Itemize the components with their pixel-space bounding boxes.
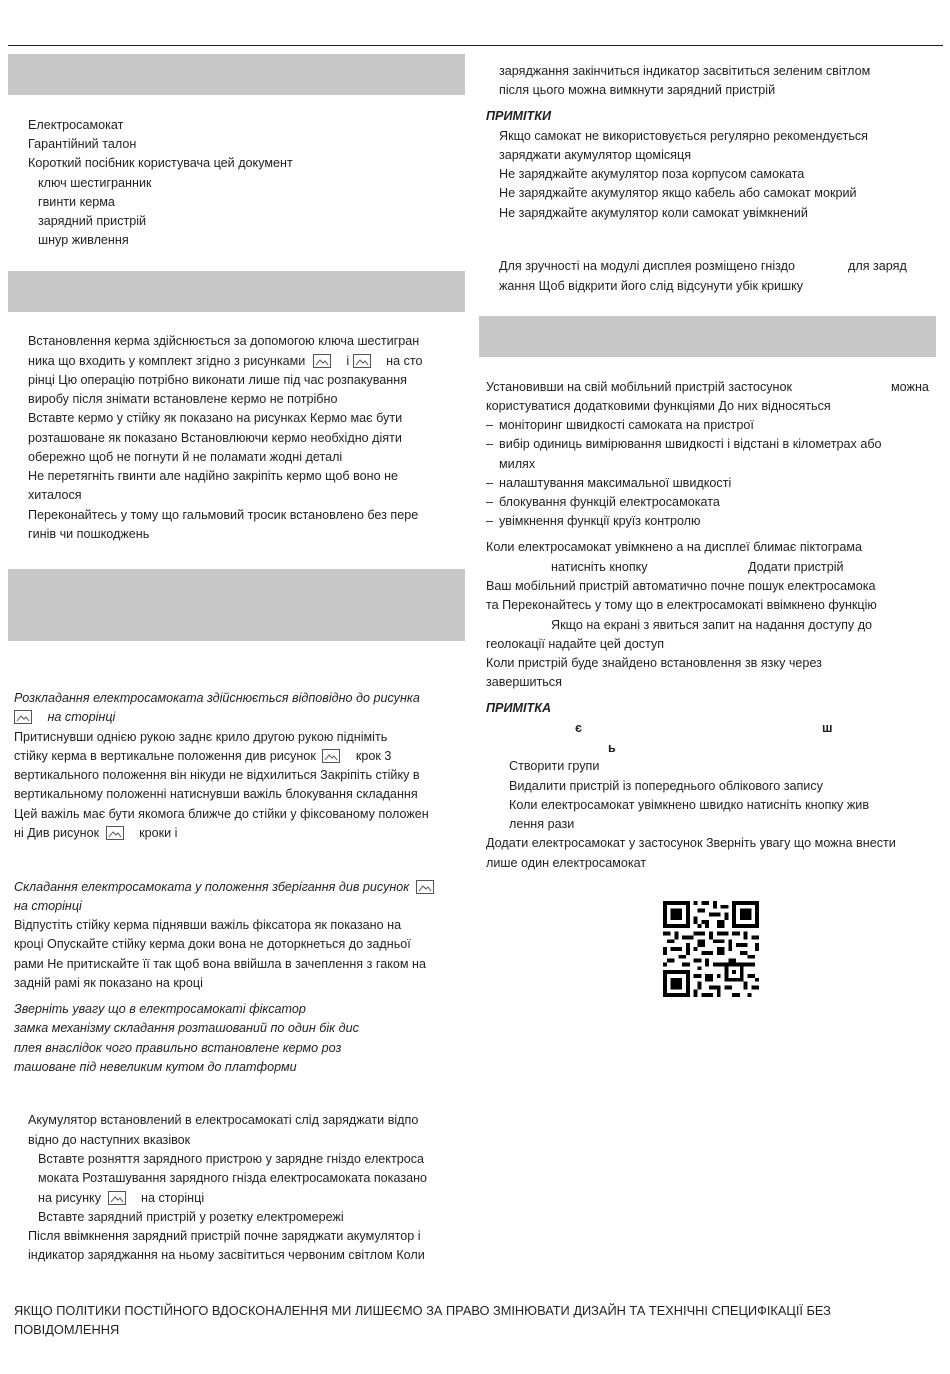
- charging-step: Вставте розняття зарядного пристрою у зарядне гніздо електроса: [38, 1152, 425, 1166]
- bullet-dash: –: [486, 437, 494, 451]
- app-feature-cont: милях: [499, 457, 536, 471]
- charging-text: індикатор заряджання на ньому засвітиться червоним світлом Коли: [28, 1248, 425, 1262]
- image-icon: [14, 710, 32, 724]
- charging-cont: заряджання закінчиться індикатор засвітиться зеленим світлом: [499, 64, 871, 78]
- app-intro: користуватися додатковими функціями До них відносяться: [486, 399, 831, 413]
- section-band-app: [479, 316, 936, 357]
- charging-step: Вставте зарядний пристрій у розетку електромережі: [38, 1210, 344, 1224]
- bullet-dash: –: [486, 476, 494, 490]
- pairing-text: Ваш мобільний пристрій автоматично почне пошук електросамока: [486, 579, 876, 593]
- handlebar-text: виробу після знімати встановлене кермо не потрібно: [28, 392, 338, 406]
- section-band-folding: [8, 569, 465, 641]
- unfold-heading: [14, 709, 115, 725]
- note-step: Видалити пристрій із попереднього облікового запису: [509, 779, 823, 793]
- unfold-text: вертикального положення він нікуди не відхилиться Закріпіть стійку в: [14, 768, 420, 782]
- fold-note: замка механізму складання розташований по один бік дис: [14, 1021, 359, 1035]
- image-icon: [353, 354, 371, 368]
- pairing-text: натисніть кнопку: [551, 560, 648, 574]
- charging-text: Після ввімкнення зарядний пристрій почне заряджати акумулятор і: [28, 1229, 421, 1243]
- usb-text: для заряд: [848, 259, 907, 273]
- unfold-text: Цей важіль має бути якомога ближче до стійки у фіксованому положен: [14, 807, 429, 821]
- contents-item: Електросамокат: [28, 118, 124, 132]
- handlebar-text: рінці Цю операцію потрібно виконати лише під час розпакування: [28, 373, 407, 387]
- fold-text: задній рамі як показано на кроці: [14, 976, 203, 990]
- fold-heading: на сторінці: [14, 899, 82, 913]
- note-item: Якщо самокат не використовується регулярно рекомендується: [499, 129, 869, 143]
- fold-note: плея внаслідок чого правильно встановлене кермо роз: [14, 1041, 342, 1055]
- app-feature: увімкнення функції круїз контролю: [499, 514, 701, 528]
- contents-item: Короткий посібник користувача цей документ: [28, 156, 293, 170]
- section-band-handlebar: [8, 271, 465, 312]
- charging-step: [38, 1190, 204, 1206]
- handlebar-text-b: і: [346, 354, 350, 368]
- pairing-text: та Переконайтесь у тому що в електросамокаті ввімкнено функцію: [486, 598, 877, 612]
- fold-heading-a: Складання електросамоката у положення зберігання див рисунок: [14, 880, 410, 894]
- pairing-text: геолокації надайте цей доступ: [486, 637, 665, 651]
- pairing-text: Додати пристрій: [748, 560, 844, 574]
- note-item: Не заряджайте акумулятор коли самокат увімкнений: [499, 206, 808, 220]
- unfold-text-c: ні Див рисунок: [14, 826, 100, 840]
- fold-heading: [14, 879, 434, 895]
- handlebar-text: гинів чи пошкоджень: [28, 527, 150, 541]
- app-feature: блокування функцій електросамоката: [499, 495, 720, 509]
- charging-step-a: на рисунку: [38, 1191, 101, 1205]
- app-intro: можна: [891, 380, 929, 394]
- bullet-dash: –: [486, 418, 494, 432]
- usb-text: Для зручності на модулі дисплея розміщено гніздо: [499, 259, 796, 273]
- contents-subitem: зарядний пристрій: [38, 214, 147, 228]
- note-item: заряджати акумулятор щомісяця: [499, 148, 692, 162]
- note-title: ПРИМІТКА: [486, 701, 552, 715]
- note-fragment: є: [575, 721, 582, 735]
- image-icon: [108, 1191, 126, 1205]
- note-item: Не заряджайте акумулятор якщо кабель або самокат мокрий: [499, 186, 857, 200]
- handlebar-text: Не перетягніть гвинти але надійно закріпіть кермо щоб воно не: [28, 469, 399, 483]
- contents-subitem: гвинти керма: [38, 195, 115, 209]
- contents-subitem: шнур живлення: [38, 233, 129, 247]
- usb-text: жання Щоб відкрити його слід відсунути убік кришку: [499, 279, 804, 293]
- note-text: Додати електросамокат у застосунок Зверніть увагу що можна внести: [486, 836, 896, 850]
- unfold-text-b: крок 3: [355, 749, 392, 763]
- qr-code: [663, 901, 759, 997]
- pairing-text: завершиться: [486, 675, 562, 689]
- image-icon: [106, 826, 124, 840]
- handlebar-text: Встановлення керма здійснюється за допомогою ключа шестигран: [28, 334, 420, 348]
- unfold-text: Притиснувши однією рукою заднє крило другою рукою підніміть: [14, 730, 388, 744]
- unfold-text: вертикальному положенні натиснувши важіль блокування складання: [14, 787, 418, 801]
- image-icon: [416, 880, 434, 894]
- unfold-text-d: кроки і: [139, 826, 178, 840]
- app-feature: налаштування максимальної швидкості: [499, 476, 732, 490]
- charging-cont: після цього можна вимкнути зарядний пристрій: [499, 83, 776, 97]
- bullet-dash: –: [486, 495, 494, 509]
- fold-text: Відпустіть стійку керма піднявши важіль фіксатора як показано на: [14, 918, 402, 932]
- fold-text: кроці Опускайте стійку керма доки вона не доторкнеться до задньої: [14, 937, 411, 951]
- fold-note: Зверніть увагу що в електросамокаті фіксатор: [14, 1002, 306, 1016]
- unfold-heading-page: на сторінці: [47, 710, 116, 724]
- handlebar-text: Вставте кермо у стійку як показано на рисунках Кермо має бути: [28, 411, 403, 425]
- note-step: Створити групи: [509, 759, 600, 773]
- note-fragment: ь: [608, 741, 616, 755]
- unfold-text-a: стійку керма в вертикальне положення див рисунок: [14, 749, 316, 763]
- note-step: лення рази: [509, 817, 575, 831]
- app-intro: Установивши на свій мобільний пристрій застосунок: [486, 380, 793, 394]
- handlebar-text: Переконайтесь у тому що гальмовий тросик встановлено без пере: [28, 508, 419, 522]
- contents-item: Гарантійний талон: [28, 137, 137, 151]
- handlebar-text: обережно щоб не погнути й не поламати жодні деталі: [28, 450, 343, 464]
- note-text: лише один електросамокат: [486, 856, 647, 870]
- unfold-text: [14, 748, 391, 764]
- pairing-text: Якщо на екрані з явиться запит на надання доступу до: [551, 618, 873, 632]
- section-band-contents: [8, 54, 465, 95]
- bullet-dash: –: [486, 514, 494, 528]
- charging-text: Акумулятор встановлений в електросамокаті слід заряджати відпо: [28, 1113, 419, 1127]
- handlebar-text: хиталося: [28, 488, 82, 502]
- charging-step: моката Розташування зарядного гнізда електросамоката показано: [38, 1171, 428, 1185]
- unfold-heading: Розкладання електросамоката здійснюється відповідно до рисунка: [14, 691, 420, 705]
- image-icon: [313, 354, 331, 368]
- charging-text: відно до наступних вказівок: [28, 1133, 191, 1147]
- unfold-text: [14, 825, 177, 841]
- handlebar-text: розташоване як показано Встановлюючи кермо необхідно діяти: [28, 431, 402, 445]
- handlebar-text: [28, 353, 423, 369]
- charging-step-b: на сторінці: [141, 1191, 205, 1205]
- top-rule: [8, 45, 943, 46]
- fold-text: рами Не притискайте її так щоб вона ввійшла в зачеплення з гаком на: [14, 957, 426, 971]
- footer-disclaimer: ЯКЩО ПОЛІТИКИ ПОСТІЙНОГО ВДОСКОНАЛЕННЯ МИ ЛИШЕЄМО ЗА ПРАВО ЗМІНЮВАТИ ДИЗАЙН ТА ТЕХНІЧНІ СПЕЦИФІКАЦІЇ БЕЗ: [14, 1303, 831, 1318]
- notes-title: ПРИМІТКИ: [486, 109, 551, 123]
- app-feature: моніторинг швидкості самоката на пристрої: [499, 418, 754, 432]
- pairing-text: Коли електросамокат увімкнено а на дисплеї блимає піктограма: [486, 540, 863, 554]
- footer-disclaimer: ПОВІДОМЛЕННЯ: [14, 1322, 120, 1337]
- image-icon: [322, 749, 340, 763]
- note-item: Не заряджайте акумулятор поза корпусом самоката: [499, 167, 805, 181]
- contents-subitem: ключ шестигранник: [38, 176, 152, 190]
- note-fragment: ш: [822, 721, 833, 735]
- fold-note: ташоване під невеликим кутом до платформи: [14, 1060, 297, 1074]
- pairing-text: Коли пристрій буде знайдено встановлення зв язку через: [486, 656, 822, 670]
- note-step: Коли електросамокат увімкнено швидко натисніть кнопку жив: [509, 798, 870, 812]
- app-feature: вибір одиниць вимірювання швидкості і відстані в кілометрах або: [499, 437, 882, 451]
- handlebar-text-c: на сто: [386, 354, 423, 368]
- handlebar-text-a: ника що входить у комплект згідно з рисунками: [28, 354, 306, 368]
